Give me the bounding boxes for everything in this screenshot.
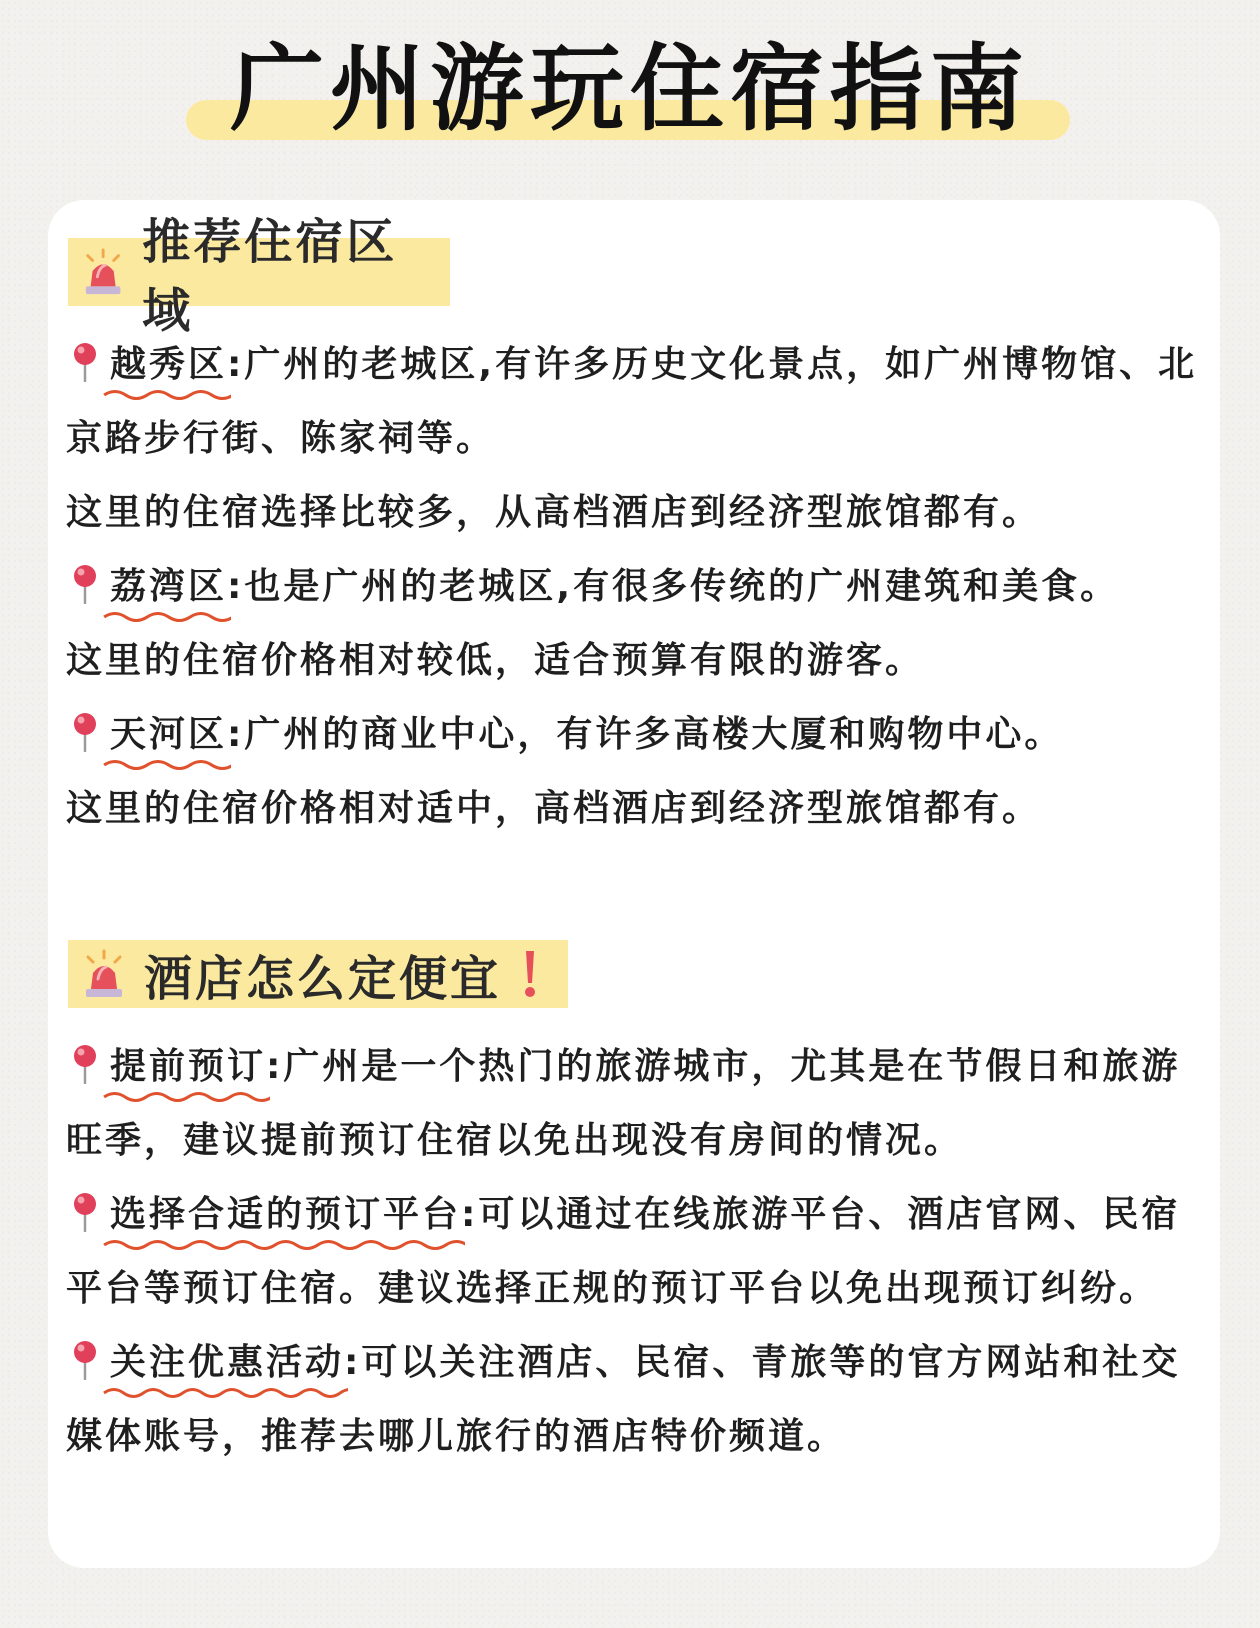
item-key: 越秀区 [110, 340, 227, 390]
list-item-continuation: 旺季，建议提前预订住宿以免出现没有房间的情况。 [66, 1120, 964, 1161]
list-item-continuation: 这里的住宿价格相对适中，高档酒店到经济型旅馆都有。 [66, 788, 1042, 829]
wavy-underline [102, 758, 231, 772]
pushpin-icon [72, 564, 98, 604]
wavy-underline [102, 388, 231, 402]
pushpin-icon [72, 342, 98, 382]
list-item-continuation: 媒体账号，推荐去哪儿旅行的酒店特价频道。 [66, 1416, 847, 1457]
wavy-underline [102, 1386, 348, 1400]
list-item-continuation: 这里的住宿价格相对较低，适合预算有限的游客。 [66, 640, 925, 681]
pushpin-icon [72, 1340, 98, 1380]
wavy-underline [102, 1090, 270, 1104]
siren-icon [82, 247, 124, 297]
list-item: 选择合适的预订平台 :可以通过在线旅游平台、酒店官网、民宿 [66, 1190, 1180, 1240]
list-item-continuation: 这里的住宿选择比较多，从高档酒店到经济型旅馆都有。 [66, 492, 1042, 533]
list-item: 关注优惠活动 :可以关注酒店、民宿、青旅等的官方网站和社交 [66, 1338, 1180, 1388]
title-area [0, 30, 1260, 150]
list-item: 荔湾区 :也是广州的老城区,有很多传统的广州建筑和美食。 [66, 562, 1119, 612]
page-title: 广州游玩住宿指南 [229, 35, 1030, 144]
item-key: 荔湾区 [110, 562, 227, 612]
list-item: 天河区 :广州的商业中心，有许多高楼大厦和购物中心。 [66, 710, 1063, 760]
exclamation-icon [523, 949, 537, 999]
wavy-underline [102, 1238, 465, 1252]
pushpin-icon [72, 712, 98, 752]
content-card [48, 200, 1220, 1568]
siren-icon [82, 949, 126, 999]
section-heading-recommended-areas [68, 214, 450, 339]
item-key: 天河区 [110, 710, 227, 760]
section-heading-cheap-hotels [68, 940, 568, 1008]
pushpin-icon [72, 1044, 98, 1084]
list-item-continuation: 平台等预订住宿。建议选择正规的预订平台以免出现预订纠纷。 [66, 1268, 1159, 1309]
pushpin-icon [72, 1192, 98, 1232]
section-title: 酒店怎么定便宜 [144, 950, 502, 1007]
item-key: 提前预订 [110, 1042, 266, 1092]
list-item-continuation: 京路步行街、陈家祠等。 [66, 418, 496, 459]
item-key: 关注优惠活动 [110, 1338, 344, 1388]
list-item: 提前预订 :广州是一个热门的旅游城市，尤其是在节假日和旅游 [66, 1042, 1180, 1092]
list-item: 越秀区 :广州的老城区,有许多历史文化景点，如广州博物馆、北 [66, 340, 1197, 390]
wavy-underline [102, 610, 231, 624]
section-title: 推荐住宿区域 [142, 214, 398, 339]
item-key: 选择合适的预订平台 [110, 1190, 461, 1240]
